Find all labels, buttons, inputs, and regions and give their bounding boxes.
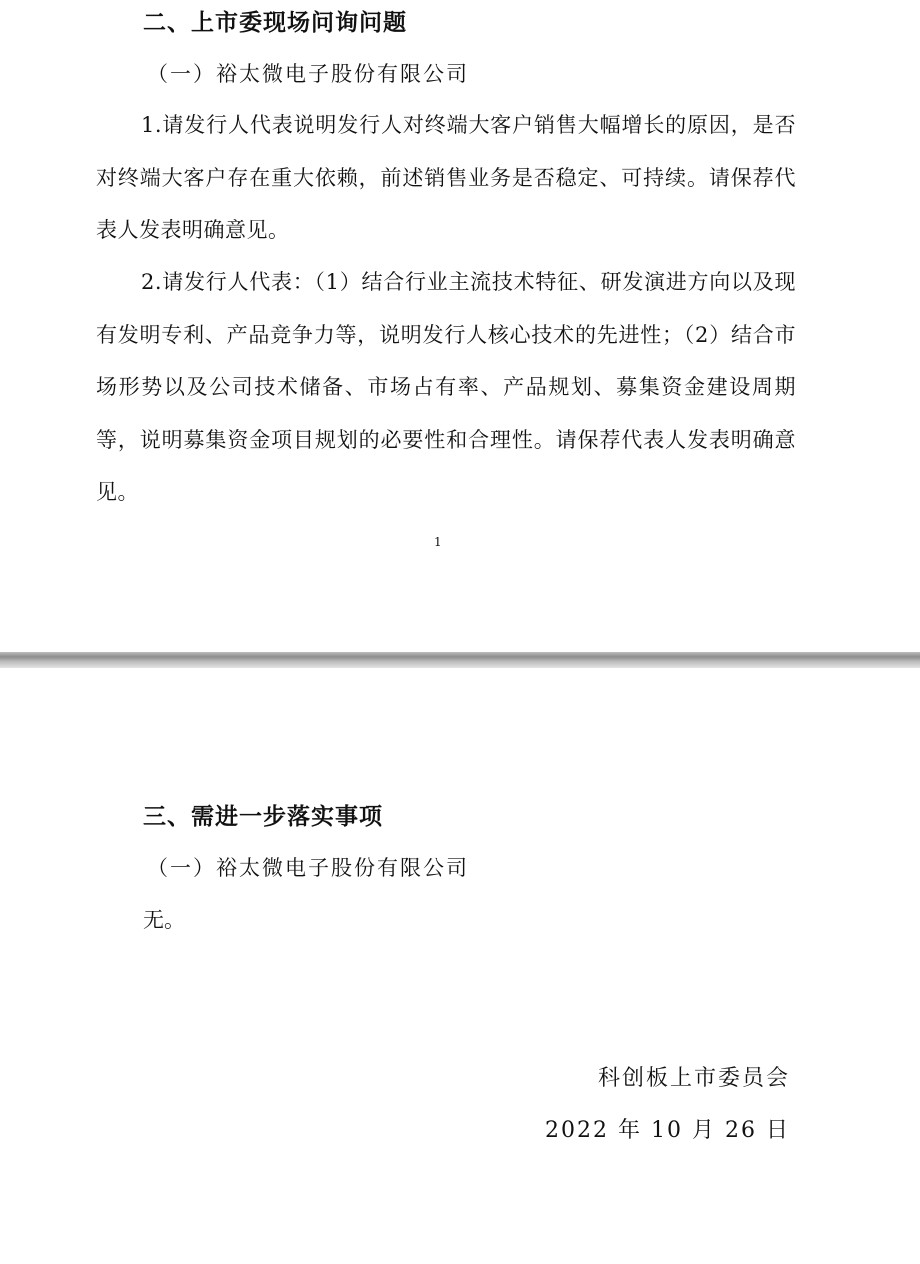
section-title-on-site-inquiry: 二、上市委现场问询问题	[143, 10, 407, 36]
follow-up-content: 无。	[143, 908, 185, 932]
question-1-paragraph: 1.请发行人代表说明发行人对终端大客户销售大幅增长的原因，是否对终端大客户存在重大依赖，前述销售业务是否稳定、可持续。请保荐代表人发表明确意见。	[96, 113, 796, 242]
section-title-follow-up-items: 三、需进一步落实事项	[143, 804, 383, 830]
signature-organization: 科创板上市委员会	[597, 1066, 790, 1091]
page-number: 1	[434, 535, 442, 549]
company-subheading: （一）裕太微电子股份有限公司	[147, 62, 469, 86]
company-subheading-2: （一）裕太微电子股份有限公司	[147, 856, 469, 880]
signature-date: 2022 年 10 月 26 日	[545, 1118, 790, 1143]
question-2-paragraph: 2.请发行人代表：（1）结合行业主流技术特征、研发演进方向以及现有发明专利、产品竞争力等，说明发行人核心技术的先进性；（2）结合市场形势以及公司技术储备、市场占有率、产品规划、募集资金建设周期等，说明募集资金项目规划的必要性和合理性。请保荐代表人发表明确意见。	[96, 270, 796, 504]
page-separator	[0, 652, 920, 668]
document-page-2	[0, 668, 920, 1264]
